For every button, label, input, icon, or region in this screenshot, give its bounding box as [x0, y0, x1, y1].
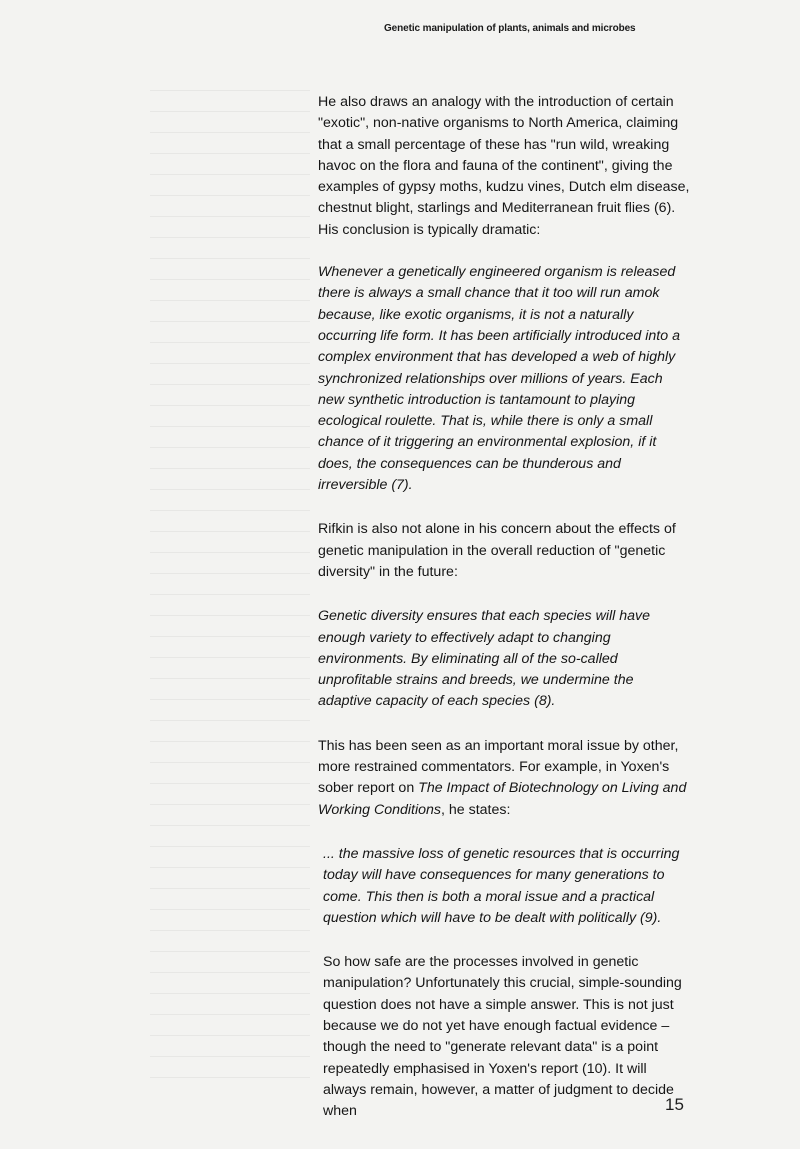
- body-text-column: [318, 92, 690, 1145]
- paragraph-analogy: He also draws an analogy with the introduction of certain "exotic", non-native organisms to North America, claiming that a small percentage of these has "run wild, wreaking havoc on the flora and fauna of the continent", giving the examples of gypsy moths, kudzu vines, Dutch elm disease, chestnut blight, starlings and Mediterranean fruit flies (6). His conclusion is typically dramatic:: [318, 94, 690, 238]
- paragraph-safety-question: So how safe are the processes involved in genetic manipulation? Unfortunately this crucial, simple-sounding question does not have a simple answer. This is not just because we do not yet have enough factual evidence – though the need to "generate relevant data" is a point repeatedly emphasised in Yoxen's report (10). It will always remain, however, a matter of judgment to decide when: [323, 954, 682, 1120]
- paragraph-yoxen-lead: This has been seen as an important moral issue by other, more restrained commentators. For example, in Yoxen's sober report on: [318, 737, 679, 797]
- paragraph-genetic-diversity: Rifkin is also not alone in his concern about the effects of genetic manipulation in the overall reduction of "genetic diversity" in the future:: [318, 521, 676, 580]
- paragraph-yoxen-tail: , he states:: [441, 801, 511, 818]
- running-header: Genetic manipulation of plants, animals and microbes: [384, 23, 636, 34]
- show-through-texture: [150, 90, 310, 1090]
- block-quote-yoxen: ... the massive loss of genetic resources that is occurring today will have consequences for many generations to come. This then is both a moral issue and a practical question which will have to be dealt with politically (9).: [323, 845, 680, 926]
- page-number: 15: [665, 1095, 684, 1114]
- paragraph-yoxen-report: [318, 736, 690, 821]
- report-title: The Impact of Biotechnology on Living and Working Conditions: [318, 780, 687, 818]
- block-quote-rifkin-roulette: Whenever a genetically engineered organism is released there is always a small chance that it too will run amok because, like exotic organisms, it is not a naturally occurring life form. It has been artificially introduced into a complex environment that has developed a web of highly synchronized relationships over millions of years. Each new synthetic introduction is tantamount to playing ecological roulette. That is, while there is only a small chance of it triggering an environmental explosion, if it does, the consequences can be thunderous and irreversible (7).: [318, 264, 680, 494]
- block-quote-rifkin-diversity: Genetic diversity ensures that each species will have enough variety to effectively adapt to changing environments. By eliminating all of the so-called unprofitable strains and breeds, we undermine the adaptive capacity of each species (8).: [318, 608, 650, 710]
